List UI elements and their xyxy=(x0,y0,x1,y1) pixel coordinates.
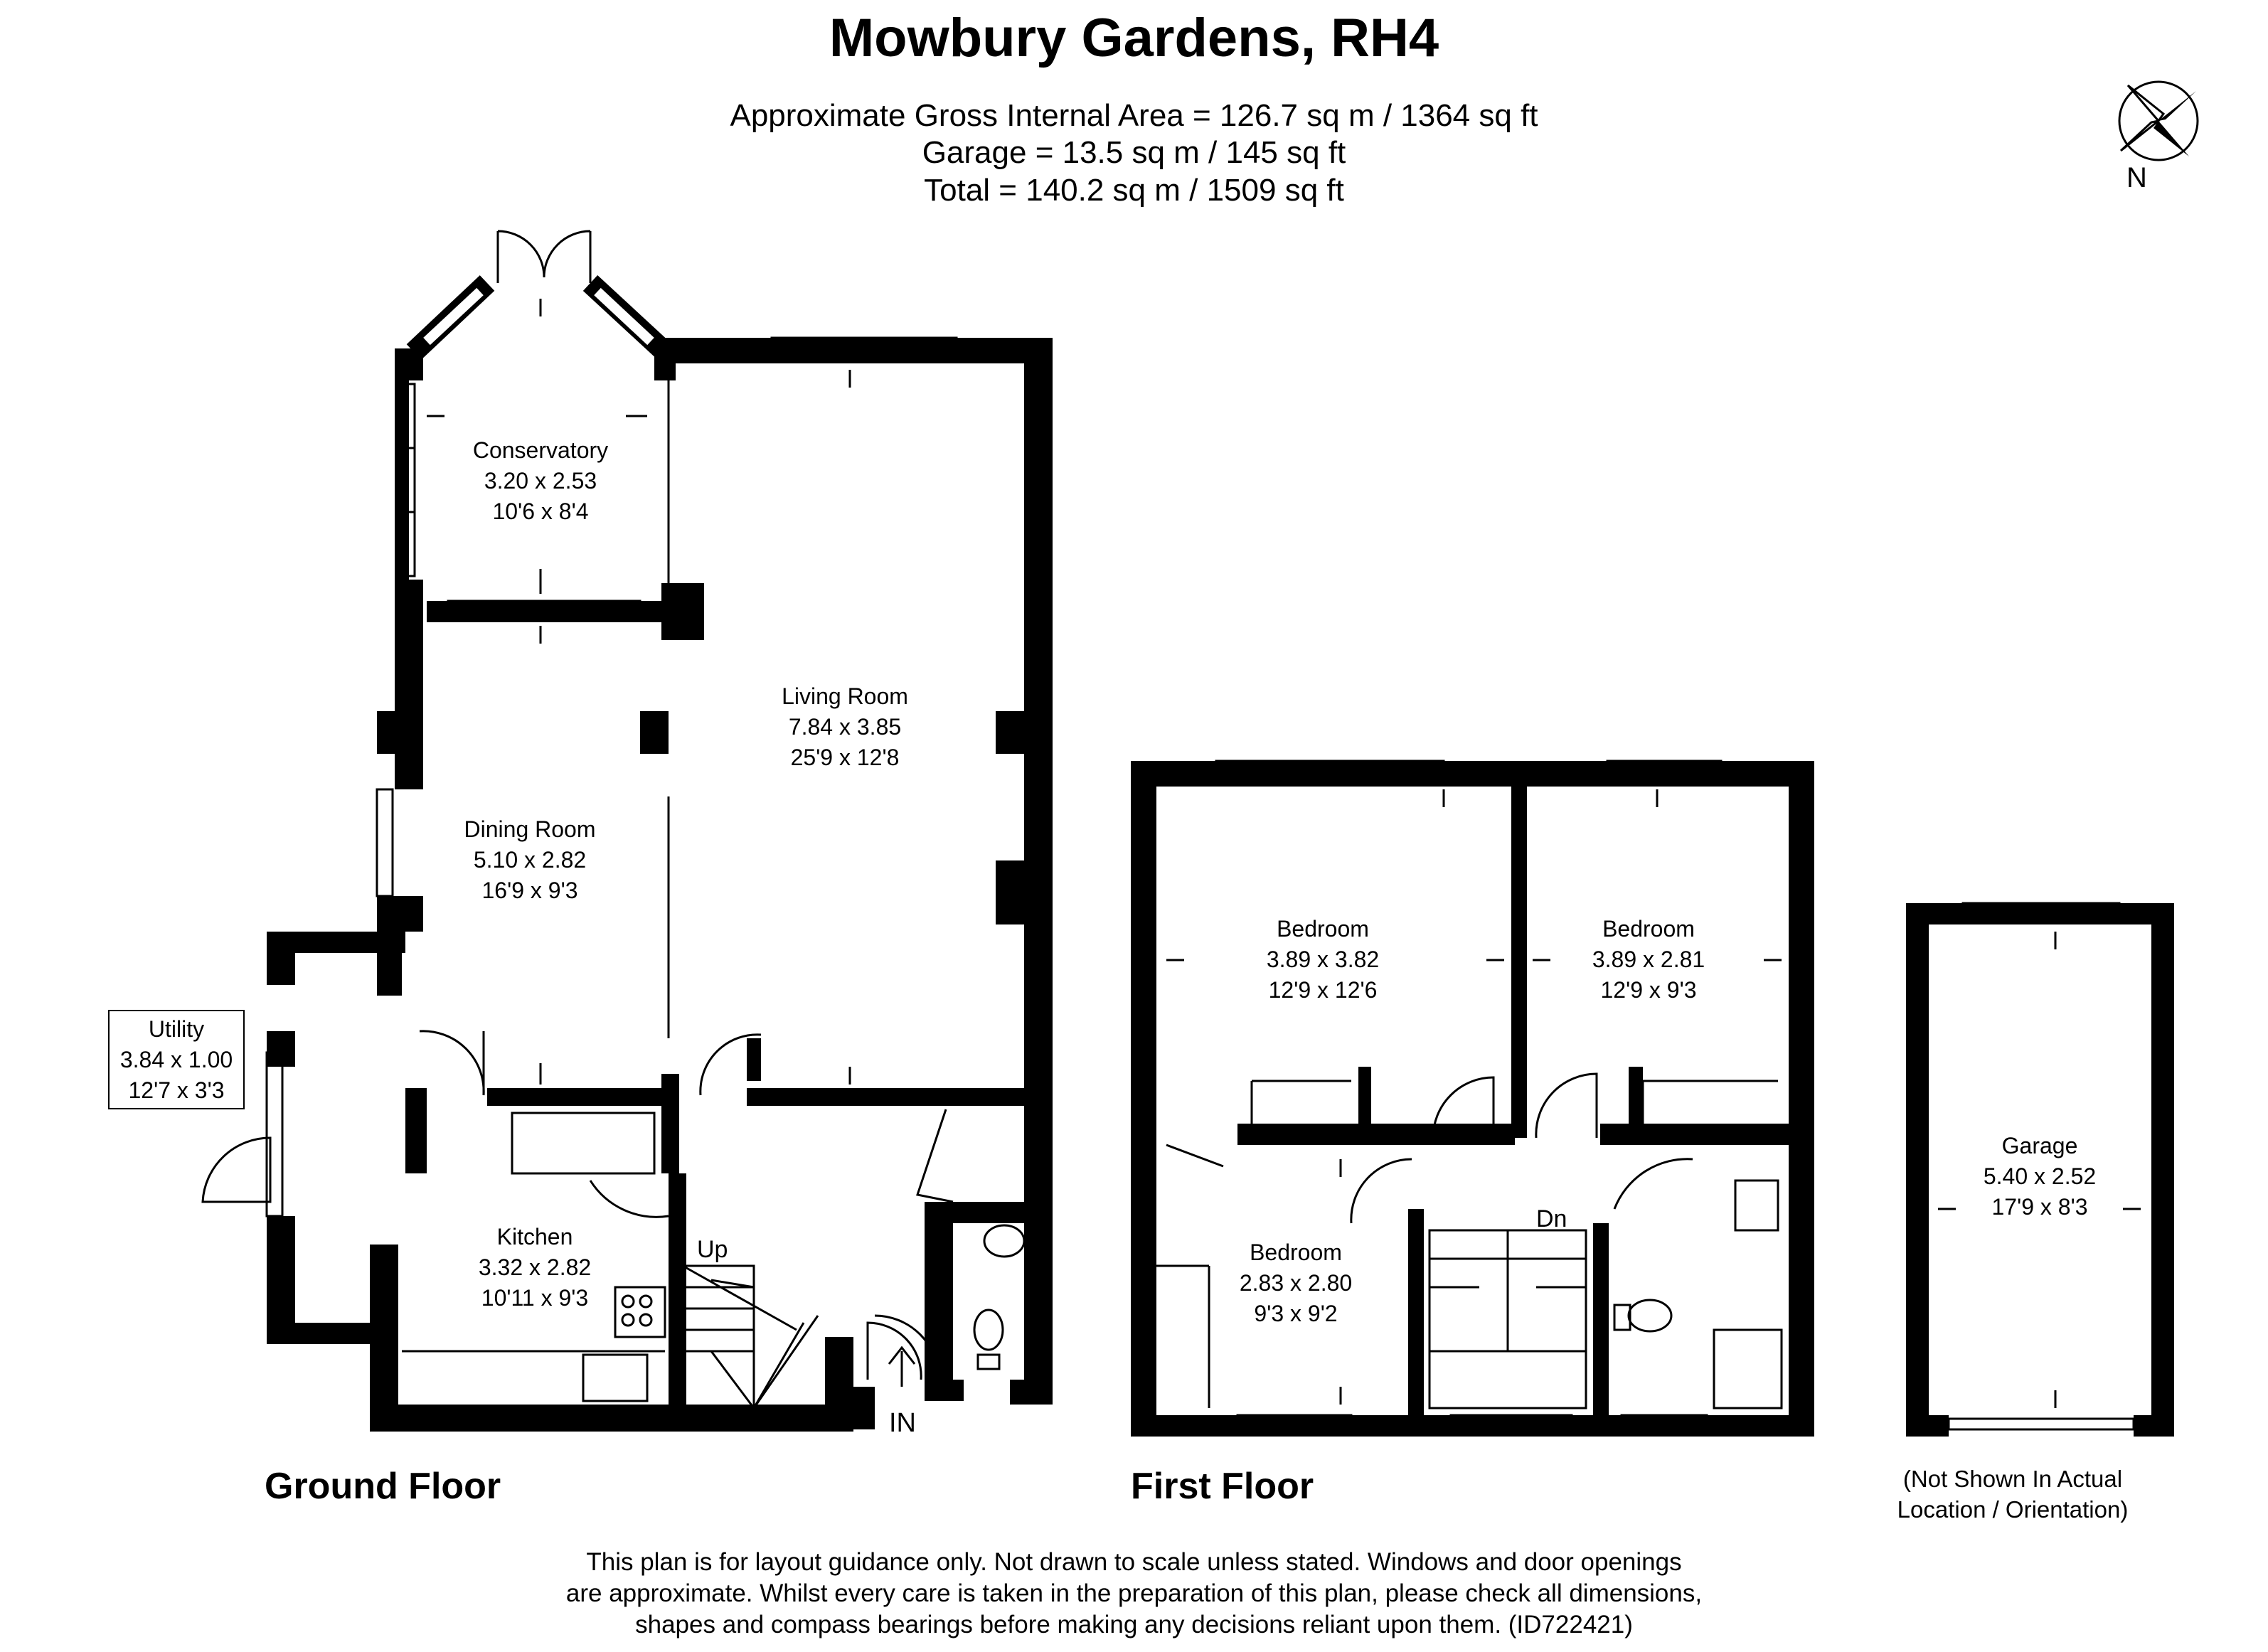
disclaimer-line-3: shapes and compass bearings before making any decisions reliant upon them. (ID722421) xyxy=(635,1611,1633,1638)
room-kitchen xyxy=(479,1222,591,1313)
first-floor-fixtures xyxy=(1152,761,1782,1433)
room-name: Conservatory xyxy=(472,437,609,463)
room-imperial: 25'9 x 12'8 xyxy=(790,745,900,770)
room-name: Kitchen xyxy=(496,1224,573,1249)
entrance-label: IN xyxy=(889,1408,916,1438)
room-bedroom-2 xyxy=(1592,914,1705,1006)
room-metric: 3.89 x 3.82 xyxy=(1266,947,1380,972)
compass-north-label: N xyxy=(2126,162,2147,193)
room-bedroom-3 xyxy=(1240,1237,1352,1329)
room-metric: 5.10 x 2.82 xyxy=(473,847,587,873)
ground-floor-label: Ground Floor xyxy=(265,1466,501,1507)
room-imperial: 17'9 x 8'3 xyxy=(1991,1194,2088,1220)
room-imperial: 9'3 x 9'2 xyxy=(1254,1301,1338,1326)
room-garage xyxy=(1984,1131,2096,1222)
room-dining xyxy=(464,814,596,906)
room-name: Bedroom xyxy=(1277,916,1369,942)
room-name: Bedroom xyxy=(1602,916,1695,942)
room-name: Living Room xyxy=(782,683,908,709)
room-name: Garage xyxy=(2001,1133,2078,1158)
total-area-text: Total = 140.2 sq m / 1509 sq ft xyxy=(924,173,1344,208)
room-living xyxy=(782,681,908,773)
first-floor-walls xyxy=(1131,761,1814,1437)
room-conservatory xyxy=(473,435,608,527)
ground-floor-stairs xyxy=(676,1266,818,1408)
disclaimer-line-1: This plan is for layout guidance only. Not drawn to scale unless stated. Windows and door openings xyxy=(586,1548,1682,1576)
room-imperial: 16'9 x 9'3 xyxy=(481,878,578,903)
stairs-down-label: Dn xyxy=(1536,1205,1567,1232)
room-metric: 3.84 x 1.00 xyxy=(119,1047,233,1072)
ground-floor-wc xyxy=(974,1225,1024,1369)
room-imperial: 12'9 x 12'6 xyxy=(1268,977,1378,1003)
room-imperial: 12'9 x 9'3 xyxy=(1600,977,1697,1003)
room-metric: 5.40 x 2.52 xyxy=(1983,1163,2097,1189)
garage-area-text: Garage = 13.5 sq m / 145 sq ft xyxy=(922,135,1346,170)
room-metric: 2.83 x 2.80 xyxy=(1239,1270,1353,1296)
room-imperial: 10'6 x 8'4 xyxy=(492,499,589,524)
kitchen-hob-icon xyxy=(622,1296,651,1326)
entrance-arrow-icon xyxy=(889,1348,915,1387)
room-metric: 3.89 x 2.81 xyxy=(1592,947,1705,972)
garage-note-line-2: Location / Orientation) xyxy=(1897,1496,2129,1523)
ground-floor-doors xyxy=(203,231,953,1380)
gross-area-text: Approximate Gross Internal Area = 126.7 sq m / 1364 sq ft xyxy=(730,98,1538,133)
room-bedroom-1 xyxy=(1267,914,1379,1006)
ground-floor-walls xyxy=(267,338,1053,1432)
room-name: Dining Room xyxy=(464,816,596,842)
garage-note xyxy=(1870,1464,2155,1525)
room-metric: 3.20 x 2.53 xyxy=(484,468,597,494)
first-floor-label: First Floor xyxy=(1131,1466,1314,1507)
room-name: Utility xyxy=(148,1016,205,1042)
room-name: Bedroom xyxy=(1250,1240,1342,1265)
room-utility xyxy=(108,1010,245,1109)
room-metric: 7.84 x 3.85 xyxy=(788,714,902,740)
stairs-up-label: Up xyxy=(697,1236,728,1263)
plan-title: Mowbury Gardens, RH4 xyxy=(829,8,1439,68)
room-metric: 3.32 x 2.82 xyxy=(478,1254,592,1280)
disclaimer xyxy=(0,1547,2268,1641)
room-imperial: 12'7 x 3'3 xyxy=(128,1077,225,1103)
garage-note-line-1: (Not Shown In Actual xyxy=(1902,1466,2123,1492)
room-imperial: 10'11 x 9'3 xyxy=(481,1285,589,1311)
disclaimer-line-2: are approximate. Whilst every care is taken in the preparation of this plan, please check all dimensions, xyxy=(565,1579,1703,1607)
